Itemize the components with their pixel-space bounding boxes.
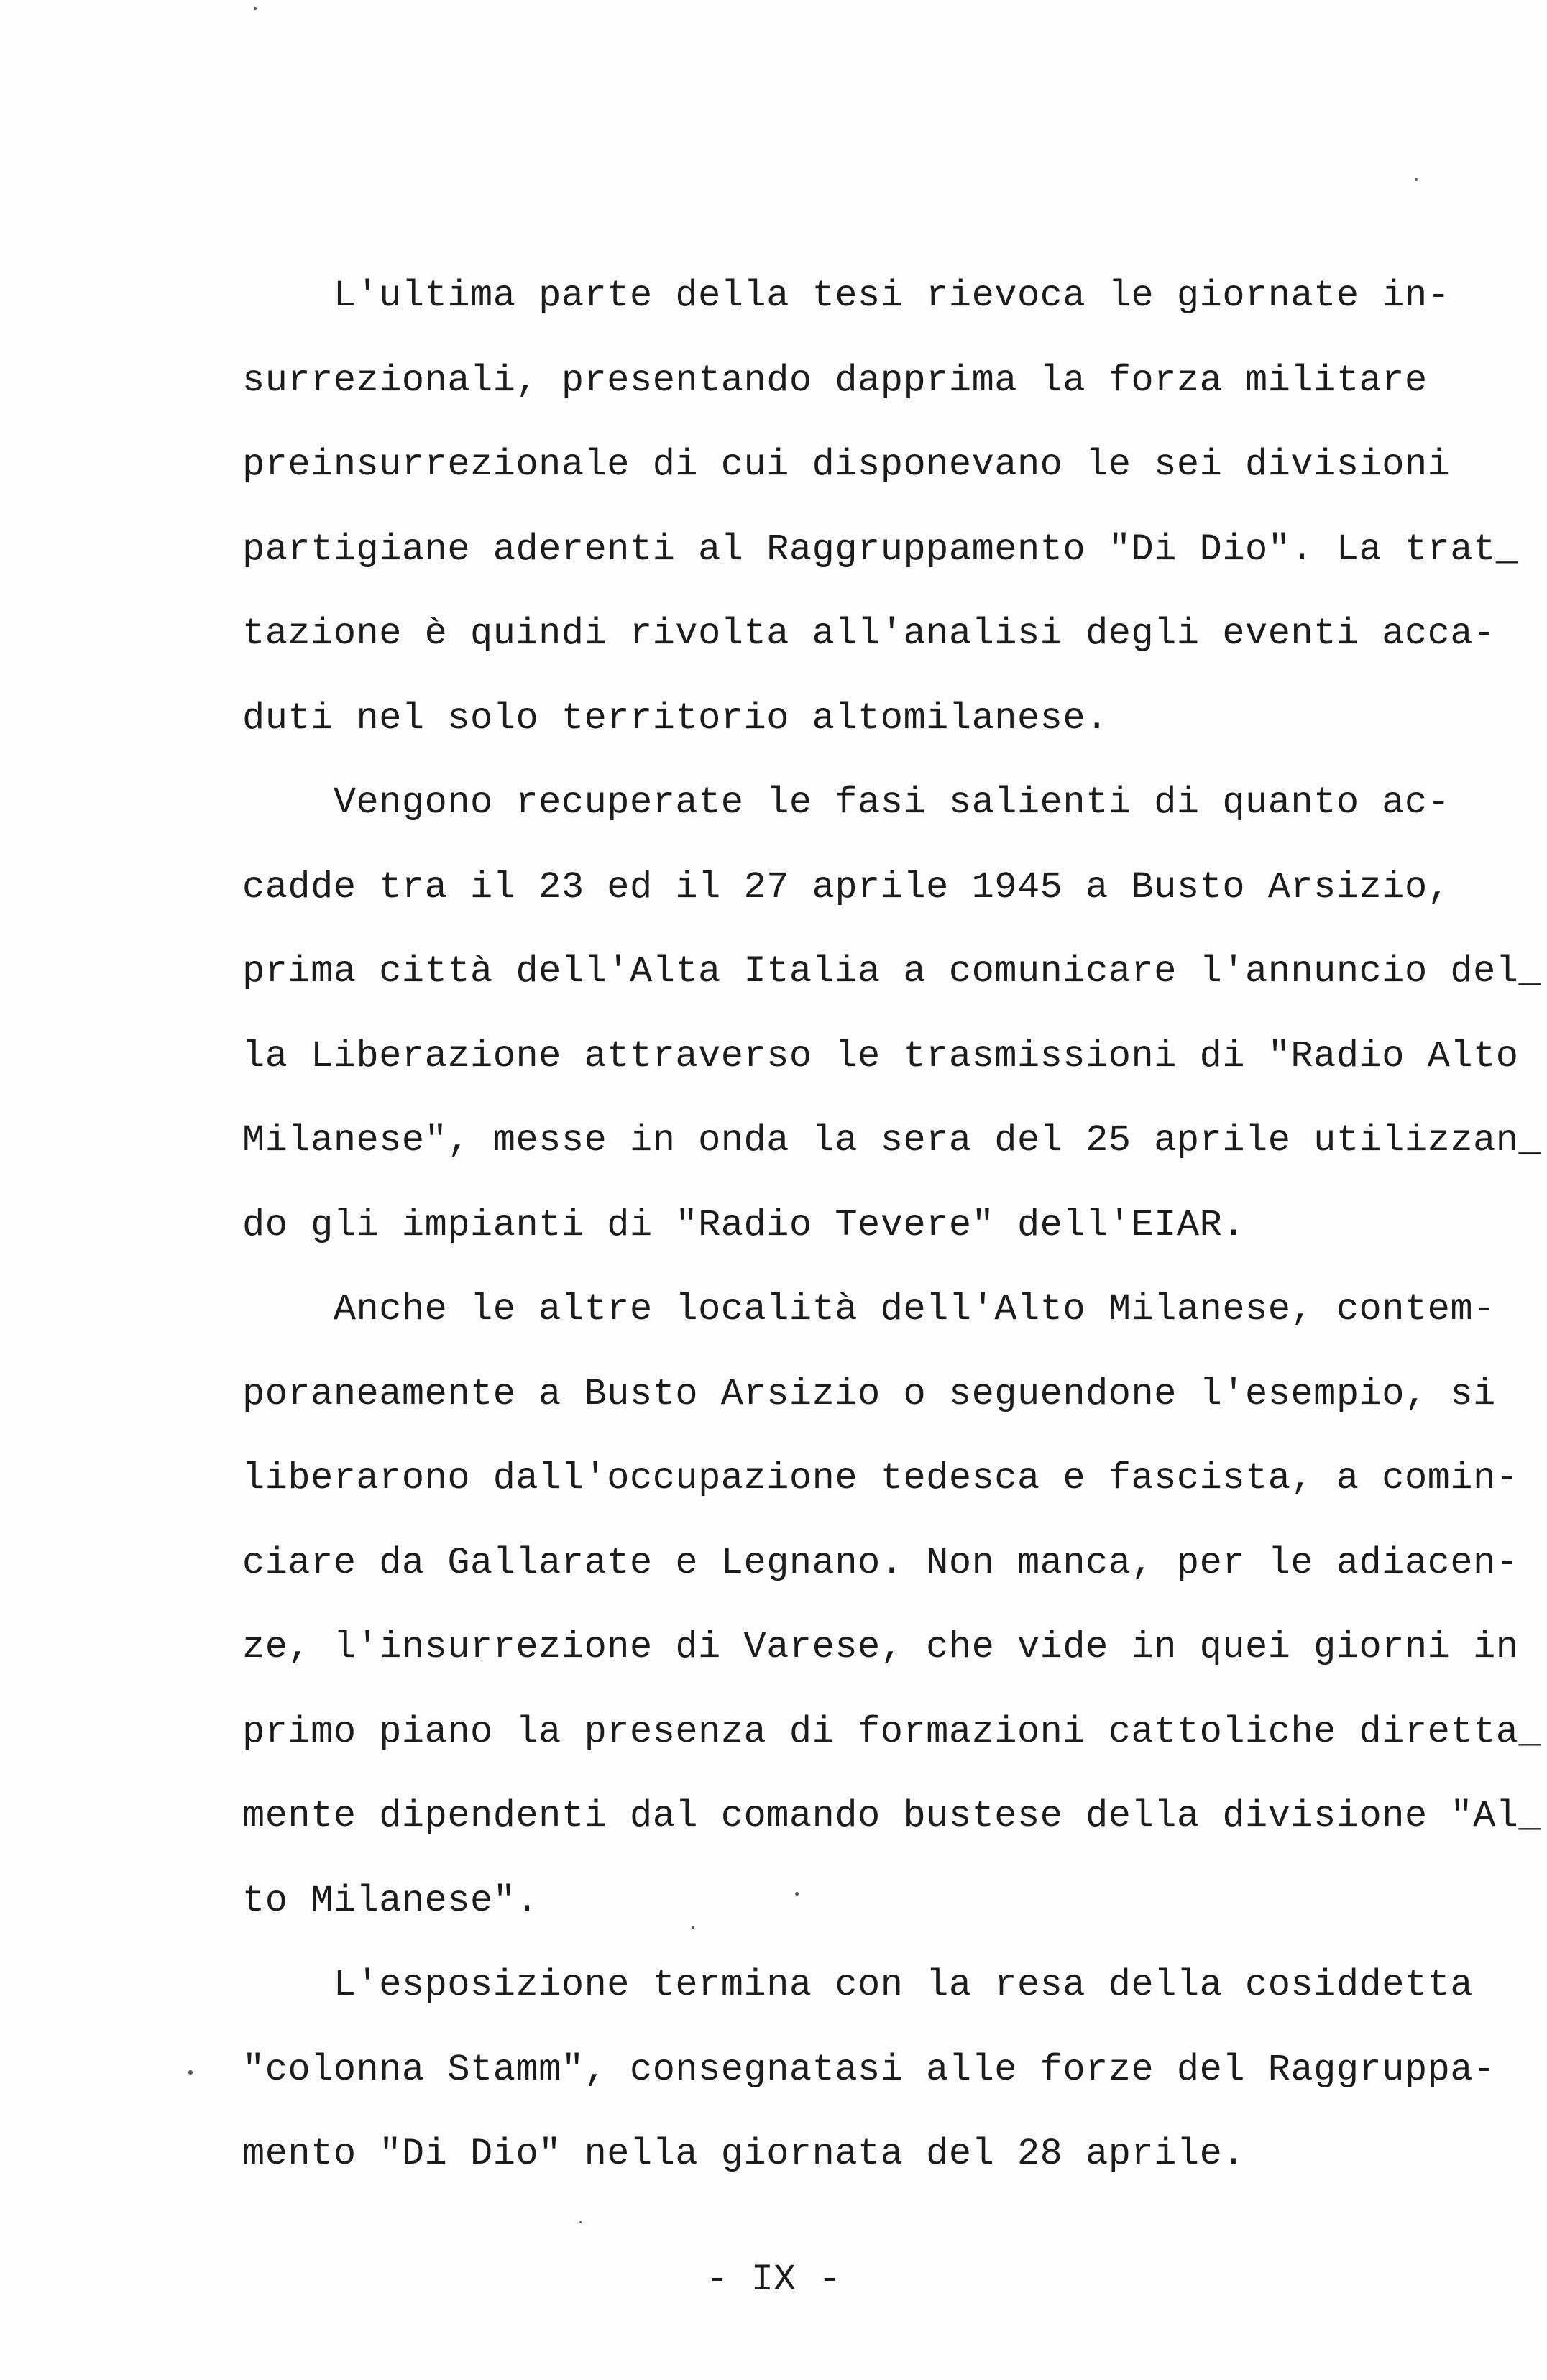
text-line: surrezionali, presentando dapprima la forza militare: [242, 359, 1428, 402]
text-line: liberarono dall'occupazione tedesca e fascista, a comin-: [242, 1457, 1519, 1499]
scan-speck: [795, 1892, 799, 1896]
scan-speck: [254, 7, 257, 10]
text-line: L'esposizione termina con la resa della cosiddetta: [242, 1964, 1474, 2006]
text-line: cadde tra il 23 ed il 27 aprile 1945 a Busto Arsizio,: [242, 866, 1451, 909]
text-line: partigiane aderenti al Raggruppamento "Di Dio". La trat_: [242, 528, 1519, 571]
text-line: duti nel solo territorio altomilanese.: [242, 697, 1108, 740]
text-line: Vengono recuperate le fasi salienti di quanto ac-: [242, 781, 1451, 824]
text-line: prima città dell'Alta Italia a comunicare l'annuncio del_: [242, 950, 1542, 993]
text-line: "colonna Stamm", consegnatasi alle forze del Raggruppa-: [242, 2049, 1496, 2091]
text-line: primo piano la presenza di formazioni cattoliche diretta_: [242, 1711, 1542, 1753]
scan-speck: [579, 2221, 582, 2223]
scan-speck: [188, 2070, 193, 2075]
text-line: preinsurrezionale di cui disponevano le sei divisioni: [242, 444, 1451, 486]
text-line: ze, l'insurrezione di Varese, che vide in quei giorni in: [242, 1626, 1519, 1668]
text-line: L'ultima parte della tesi rievoca le giornate in-: [242, 275, 1451, 317]
text-line: mento "Di Dio" nella giornata del 28 aprile.: [242, 2133, 1246, 2175]
text-line: Anche le altre località dell'Alto Milanese, contem-: [242, 1288, 1496, 1331]
text-line: do gli impianti di "Radio Tevere" dell'EIAR.: [242, 1204, 1246, 1246]
scan-speck: [1415, 178, 1418, 181]
text-line: poraneamente a Busto Arsizio o seguendone l'esempio, si: [242, 1373, 1496, 1415]
text-line: tazione è quindi rivolta all'analisi degli eventi acca-: [242, 612, 1496, 655]
scan-speck: [692, 1926, 694, 1929]
text-line: ciare da Gallarate e Legnano. Non manca, per le adiacen-: [242, 1542, 1519, 1584]
text-line: la Liberazione attraverso le trasmissioni di "Radio Alto: [242, 1035, 1519, 1078]
text-line: Milanese", messe in onda la sera del 25 aprile utilizzan_: [242, 1119, 1542, 1162]
text-line: to Milanese".: [242, 1880, 539, 1922]
text-line: mente dipendenti dal comando bustese della divisione "Al_: [242, 1795, 1542, 1837]
page-number: - IX -: [706, 2259, 841, 2301]
